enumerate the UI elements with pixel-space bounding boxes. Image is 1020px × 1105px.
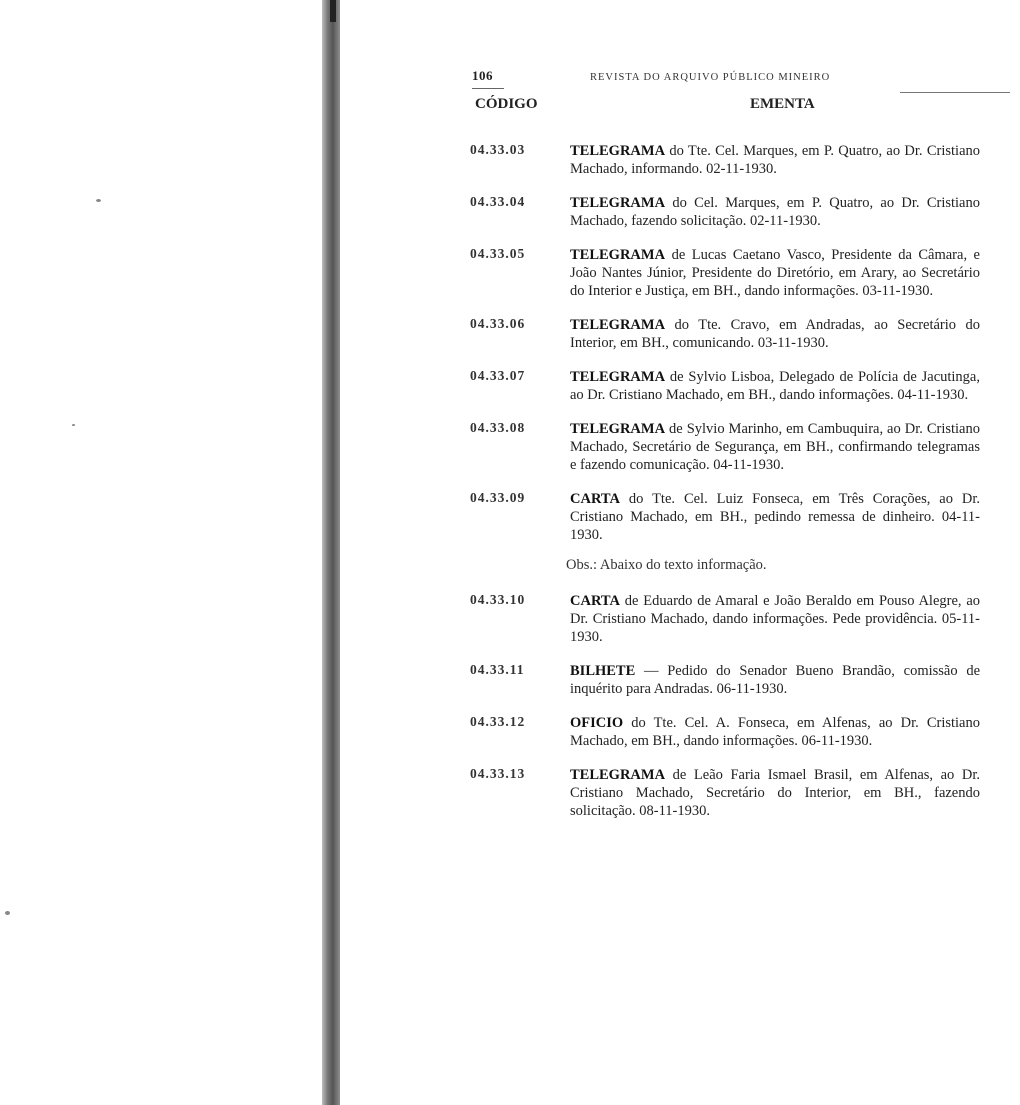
book-spine-gutter — [322, 0, 340, 1105]
document-type: TELEGRAMA — [570, 195, 666, 211]
spine-top-mark — [330, 0, 336, 22]
entry-description: de Sylvio Marinho, em Cambuquira, ao Dr. Cristiano Machado, Secretário de Segurança, em BH., confirmando telegramas e fazendo comunicação. 04-11-1930. — [570, 421, 980, 473]
entry-description: do Tte. Cel. A. Fonseca, em Alfenas, ao Dr. Cristiano Machado, em BH., dando informações. 06-11-1930. — [570, 715, 980, 749]
entry-code: 04.33.07 — [470, 368, 526, 383]
document-type: TELEGRAMA — [570, 317, 666, 333]
scan-speck — [72, 424, 75, 426]
entry-ementa — [570, 490, 980, 544]
entry-ementa — [570, 246, 980, 300]
document-type: TELEGRAMA — [570, 247, 666, 263]
entry-description: do Cel. Marques, em P. Quatro, ao Dr. Cristiano Machado, fazendo solicitação. 02-11-1930. — [570, 195, 980, 229]
entry-description: — Pedido do Senador Bueno Brandão, comissão de inquérito para Andradas. 06-11-1930. — [570, 663, 980, 697]
running-head — [460, 62, 1010, 96]
page-number: 106 — [472, 68, 493, 83]
entry-ementa — [570, 316, 980, 352]
entry-ementa — [570, 420, 980, 474]
entry-ementa — [570, 714, 980, 750]
document-type: CARTA — [570, 491, 620, 507]
catalog-entry — [460, 368, 1010, 404]
entry-description: de Eduardo de Amaral e João Beraldo em Pouso Alegre, ao Dr. Cristiano Machado, dando informações. Pede providência. 05-11-1930. — [570, 593, 980, 645]
entry-code: 04.33.09 — [470, 490, 526, 505]
entry-description: de Lucas Caetano Vasco, Presidente da Câmara, e João Nantes Júnior, Presidente do Diretório, em Arary, ao Secretário do Interior e Justiça, em BH., dando informações. 03-11-1930. — [570, 247, 980, 299]
document-type: TELEGRAMA — [570, 421, 666, 437]
document-page — [460, 62, 1010, 836]
entry-code: 04.33.13 — [470, 766, 526, 781]
entry-code: 04.33.08 — [470, 420, 526, 435]
journal-title: REVISTA DO ARQUIVO PÚBLICO MINEIRO — [590, 72, 831, 83]
page-number-rule — [472, 88, 504, 89]
document-type: TELEGRAMA — [570, 767, 666, 783]
entry-code: 04.33.10 — [470, 592, 526, 607]
document-type: CARTA — [570, 593, 620, 609]
entry-ementa — [570, 368, 980, 404]
entry-ementa — [570, 592, 980, 646]
document-type: OFICIO — [570, 715, 624, 731]
entry-code: 04.33.06 — [470, 316, 526, 331]
catalog-entry — [460, 246, 1010, 300]
code-column-header: CÓDIGO — [475, 96, 538, 112]
document-type: TELEGRAMA — [570, 143, 666, 159]
catalog-entry — [460, 142, 1010, 178]
entry-description: de Leão Faria Ismael Brasil, em Alfenas, ao Dr. Cristiano Machado, Secretário do Interior, em BH., fazendo solicitação. 08-11-1930. — [570, 767, 980, 819]
entry-observation: Obs.: Abaixo do texto informação. — [566, 557, 767, 573]
ementa-column-header: EMENTA — [750, 96, 815, 112]
entry-description: do Tte. Cravo, em Andradas, ao Secretário do Interior, em BH., comunicando. 03-11-1930. — [570, 317, 980, 351]
entry-code: 04.33.05 — [470, 246, 526, 261]
entry-code: 04.33.12 — [470, 714, 526, 729]
catalog-entry — [460, 592, 1010, 646]
catalog-entry — [460, 662, 1010, 698]
catalog-entry — [460, 316, 1010, 352]
scan-speck — [5, 911, 10, 915]
column-headers — [460, 96, 1010, 142]
document-type: BILHETE — [570, 663, 636, 679]
catalog-entry — [460, 490, 1010, 544]
entry-code: 04.33.03 — [470, 142, 526, 157]
document-type: TELEGRAMA — [570, 369, 666, 385]
entry-ementa — [570, 142, 980, 178]
entry-ementa — [570, 194, 980, 230]
entry-code: 04.33.04 — [470, 194, 526, 209]
catalog-entry — [460, 194, 1010, 230]
entry-description: de Sylvio Lisboa, Delegado de Polícia de Jacutinga, ao Dr. Cristiano Machado, em BH., dando informações. 04-11-1930. — [570, 369, 980, 403]
entry-list — [460, 142, 1010, 820]
entry-code: 04.33.11 — [470, 662, 525, 677]
entry-ementa — [570, 766, 980, 820]
entry-ementa — [570, 662, 980, 698]
catalog-entry — [460, 714, 1010, 750]
header-rule — [900, 92, 1010, 93]
entry-description: do Tte. Cel. Marques, em P. Quatro, ao Dr. Cristiano Machado, informando. 02-11-1930. — [570, 143, 980, 177]
catalog-entry — [460, 766, 1010, 820]
scan-speck — [96, 199, 101, 202]
catalog-entry — [460, 420, 1010, 474]
entry-description: do Tte. Cel. Luiz Fonseca, em Três Corações, ao Dr. Cristiano Machado, em BH., pedindo remessa de dinheiro. 04-11-1930. — [570, 491, 980, 543]
